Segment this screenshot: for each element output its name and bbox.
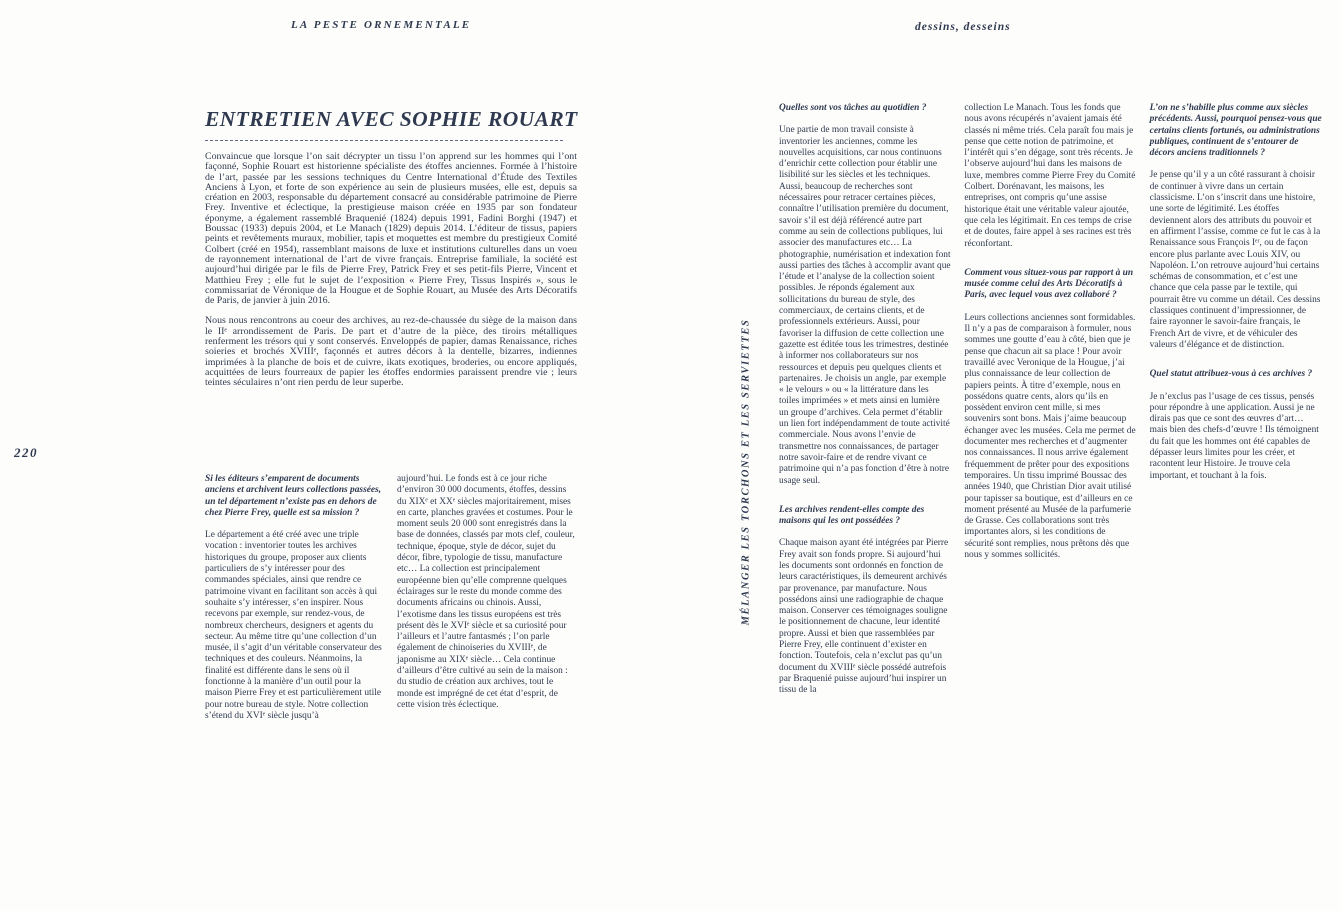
interview-answer: Chaque maison ayant été intégrées par Pierre Frey avait son fonds propre. Si aujourd’hui les documents sont ordonnés en fonction de leurs caractéristiques, ils demeurent archivés par provenance, par manufacture. Nous possédons ainsi une radiographie de chaque maison. Conserver ces témoignages souligne le positionnement de chacune, leur identité propre. Aussi et bien que rassemblées par Pierre Frey, elle continuent d’exister en fonction. Toutefois, cela n’exclut pas qu’un document du XVIIIᵉ siècle possédé autrefois par Braquenié puisse aujourd’hui inspirer un tissu de la — [779, 538, 949, 696]
interview-question: L’on ne s’habille plus comme aux siècles précédents. Aussi, pourquoi pensez-vous que certains clients fortunés, ou administrations publiques, continuent de s’entourer de décors anciens traditionnels ? — [1149, 103, 1322, 159]
vertical-strapline: MÉLANGER LES TORCHONS ET LES SERVIETTES — [740, 318, 752, 626]
left-page-columns — [205, 474, 577, 736]
interview-answer: Je n’exclus pas l’usage de ces tissus, pensés pour répondre à une application. Aussi je ne dirais pas que ce sont des œuvres d’art… mais bien des chefs-d’œuvre ! Ils témoignent du fait que les hommes ont été capables de dépasser leurs limites pour les créer, et racontent leur Histoire. Je trouve cela important, et touchant à la fois. — [1149, 391, 1319, 481]
right-page-columns — [779, 103, 1322, 711]
text-column — [964, 103, 1136, 711]
text-column — [1150, 103, 1322, 711]
text-column — [205, 474, 385, 736]
interview-answer: Le département a été créé avec une triple vocation : inventorier toutes les archives historiques du groupe, proposer aux clients particuliers de s’y intéresser pour des commandes spéciales, ainsi que rendre ce patrimoine vivant en facilitant son accès à qui souhaite s’y intéresser, s’en inspirer. Nous recevons par exemple, sur rendez-vous, de nombreux chercheurs, designers et agents du secteur. Au même titre qu’une collection d’un musée, il s’agit d’un véritable conservateur des techniques et des couleurs. Néanmoins, la finalité est différente dans le sens où il fonctionne à la manière d’un outil pour la maison Pierre Frey et est particulièrement utile pour notre bureau de style. Notre collection s’étend du XVIᵉ siècle jusqu’à — [205, 530, 382, 721]
running-head-left: LA PESTE ORNEMENTALE — [291, 19, 472, 31]
running-head-right: dessins, desseins — [915, 21, 1011, 33]
interview-question: Si les éditeurs s’emparent de documents anciens et archivent leurs collections passées, un tel département n’existe pas en dehors de chez Pierre Frey, quelle est sa mission ? — [205, 474, 382, 518]
title-dashed-rule — [205, 140, 563, 141]
text-column — [779, 103, 951, 711]
intro-paragraph: Convaincue que lorsque l’on sait décrypter un tissu l’on apprend sur les hommes qui l’ont façonné, Sophie Rouart est historienne spécialiste des étoffes anciennes. Formée à l’histoire de l’art, passée par les sessions techniques du Centre International d’Étude des Textiles Anciens à Lyon, et forte de son expérience au sein de plusieurs musées, elle est, depuis sa création en 2003, responsable du département consacré au considérable patrimoine de Pierre Frey. Inventive et éclectique, la prestigieuse maison créée en 1935 par son fondateur éponyme, a également rassemblé Braquenié (1824) depuis 1991, Fadini Borghi (1947) et Boussac (1933) depuis 2004, et Le Manach (1829) depuis 2014. L’éditeur de tissus, papiers peints et revêtements muraux, mobilier, tapis et moquettes est membre du prestigieux Comité Colbert (créé en 1954), rassemblant maisons de luxe et institutions culturelles dans un voeu de rayonnement international de l’art de vivre français. Entreprise familiale, la société est aujourd’hui dirigée par le fils de Pierre Frey, Patrick Frey et ses petit-fils Pierre, Vincent et Matthieu Frey ; elle fut le sujet de l’exposition « Pierre Frey, Tissus Inspirés », sous le commissariat de Véronique de la Hougue et de Sophie Rouart, au Musée des Arts Décoratifs de Paris, de janvier à juin 2016. — [205, 151, 577, 307]
interview-answer: Leurs collections anciennes sont formidables. Il n’y a pas de comparaison à formuler, nous sommes une goutte d’eau à côté, bien que je pense que chacun ait sa place ! Pour avoir travaillé avec Veronique de la Hougue, j’ai plus connaissance de leur collection de papiers peints. À titre d’exemple, nous en possédons quatre cents, alors qu’ils en possèdent environ cent mille, si mes souvenirs sont bons. Mais j’aime beaucoup échanger avec les musées. Cela me permet de documenter mes recherches et d’augmenter nos connaissances. Il nous arrive également fréquemment de prêter pour des expositions temporaires. Un tissu imprimé Boussac des années 1940, que Christian Dior avait utilisé pour tapisser sa boutique, est d’ailleurs en ce moment présenté au Musée de la parfumerie de Grasse. Ces collaborations sont très importantes alors, si les conditions de sécurité sont remplies, nous prêtons dès que nous y sommes sollicités. — [964, 312, 1136, 560]
interview-answer: aujourd’hui. Le fonds est à ce jour riche d’environ 30 000 documents, étoffes, dessins du XIXᵉ et XXᵉ siècles majoritairement, mises en carte, planches gravées et costumes. Pour le moment seuls 20 000 sont enregistrés dans la base de données, classés par mots clef, couleur, technique, époque, style de décor, sujet du décor, fibre, typologie de tissu, manufacture etc… La collection est principalement européenne bien qu’elle comprenne quelques éclairages sur le reste du monde comme des documents africains ou chinois. Aussi, l’exotisme dans les tissus européens est très présent dès le XVIᵉ siècle et sa curiosité pour l’ailleurs et l’autre fantasmés ; l’on parle également de chinoiseries du XVIIIᵉ, de japonisme au XIXᵉ siècle… Cela continue d’ailleurs d’être cultivé au sein de la maison : du studio de création aux archives, tout le monde est imprégné de cet état d’esprit, de cette vision très éclectique. — [397, 474, 575, 710]
interview-question: Comment vous situez-vous par rapport à un musée comme celui des Arts Décoratifs à Paris, avec lequel vous avez collaboré ? — [964, 267, 1134, 301]
page-title: ENTRETIEN AVEC SOPHIE ROUART — [205, 107, 578, 131]
interview-answer: collection Le Manach. Tous les fonds que nous avons récupérés n’avaient jamais été classés ni même triés. Cela paraît fou mais je pense que cette notion de patrimoine, et l’intérêt qui s’en dégage, sont très récents. Je l’observe aujourd’hui dans les maisons de luxe, membres comme Pierre Frey du Comité Colbert. Dorénavant, les maisons, les entreprises, ont compris qu’une assise historique était une véritable valeur ajoutée, que cela les légitimait. En ces temps de crise et de doutes, faire appel à ses racines est très réconfortant. — [964, 103, 1136, 249]
interview-question: Les archives rendent-elles compte des maisons qui les ont possédées ? — [779, 504, 925, 527]
interview-question: Quel statut attribuez-vous à ces archives ? — [1149, 369, 1313, 380]
interview-question: Quelles sont vos tâches au quotidien ? — [779, 103, 927, 113]
intro-paragraph: Nous nous rencontrons au coeur des archives, au rez-de-chaussée du siège de la maison dans le IIᵉ arrondissement de Paris. De part et d’autre de la pièce, des tiroirs métalliques renferment les trésors qui y sont conservés. Enveloppés de papier, damas Renaissance, riches soieries et brochés XVIIIᵉ, façonnés et autres décors à la dentelle, bizarres, indiennes imprimées à la planche de bois et de cuivre, ikats exotiques, broderies, ou encore appliqués, acquittées de leurs fourreaux de papier les étoffes endormies paraissent prendre vie ; leurs teintes séculaires n’ont rien perdu de leur superbe. — [205, 315, 577, 389]
interview-answer: Une partie de mon travail consiste à inventorier les anciennes, comme les nouvelles acquisitions, car nous continuons d’enrichir cette collection pour établir une lisibilité sur les siècles et les techniques. Aussi, beaucoup de recherches sont nécessaires pour retracer certaines pièces, connaître l’utilisation première du document, savoir s’il est déjà référencé autre part comme au sein de collections publiques, lui associer des manufactures etc… La photographie, numérisation et indexation font aussi parties des tâches à accomplir avant que l’étude et l’analyse de la collection soient possibles. Je réponds également aux sollicitations du bureau de style, des commerciaux, de certains clients, et de professionnels extérieurs. Aussi, pour favoriser la diffusion de cette collection une gazette est éditée tous les trimestres, destinée à informer nos collaborateurs sur nos ressources et depuis peu quelques clients et partenaires. Je choisis un angle, par exemple « le velours » ou « la littérature dans les toiles imprimées » et mets ainsi en lumière un groupe d’archives. Cela permet d’établir un lien fort indépendamment de toute activité commerciale. Nous avons l’envie de transmettre nos connaissances, de partager notre savoir-faire et de rendre vivant ce patrimoine qui n’a pas fonction d’être à notre usage seul. — [779, 125, 951, 486]
text-column — [397, 474, 577, 736]
intro-block — [205, 152, 577, 399]
interview-answer: Je pense qu’il y a un côté rassurant à choisir de continuer à vivre dans un certain classicisme. L’on s’inscrit dans une histoire, une sorte de légitimité. Les étoffes deviennent alors des attributs du pouvoir et en affirment l’assise, comme ce fut le cas à la Renaissance sous François Iᵉʳ, ou de façon encore plus parlante avec Louis XIV, ou Napoléon. L’on retrouve aujourd’hui certains schémas de consommation, et c’est une chance que cela passe par le textile, qui pourrait être vu comme un détail. Ces dessins classiques continuent d’impressionner, de faire rayonner le savoir-faire français, le French Art de vivre, et de véhiculer des valeurs d’élégance et de distinction. — [1149, 170, 1321, 350]
page-number: 220 — [14, 445, 38, 460]
